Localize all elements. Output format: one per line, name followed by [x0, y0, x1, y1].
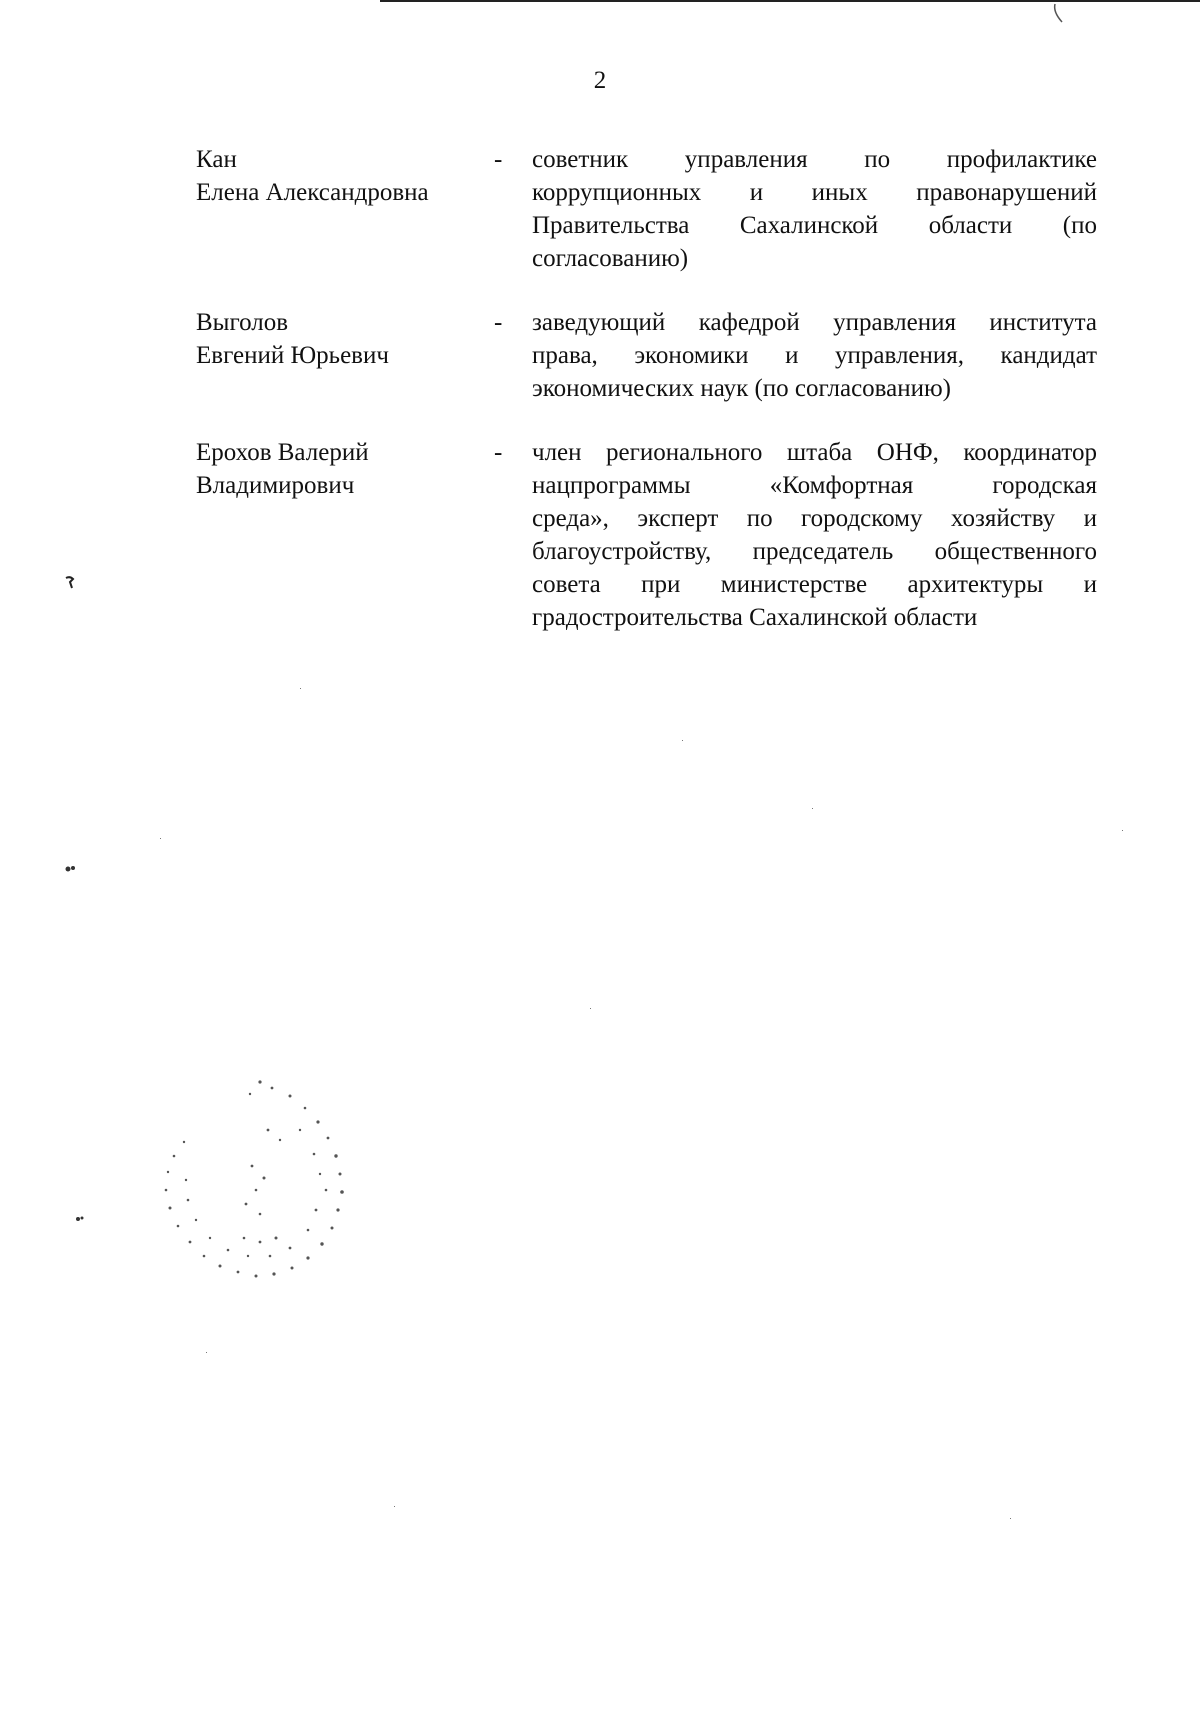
member-name [196, 143, 486, 209]
separator-dash: - [494, 146, 503, 173]
position-line: совета при министерстве архитектуры и [532, 571, 1097, 598]
scan-noise [682, 740, 683, 741]
member-name [196, 306, 486, 372]
member-given-names: Елена Александровна [196, 179, 429, 206]
position-line: градостроительства Сахалинской области [532, 604, 978, 631]
separator-dash: - [494, 439, 503, 466]
top-border-line [380, 0, 1200, 2]
scan-noise [1010, 1518, 1011, 1519]
position-line: нацпрограммы «Комфортная городская [532, 472, 1097, 499]
scan-noise [1122, 830, 1123, 831]
position-line: заведующий кафедрой управления института [532, 309, 1097, 336]
scan-noise [590, 1008, 591, 1009]
member-surname: Кан [196, 146, 237, 173]
member-position [532, 306, 1097, 405]
scan-mark [1052, 2, 1066, 24]
position-line: согласованию) [532, 245, 689, 272]
position-line: коррупционных и иных правонарушений [532, 179, 1097, 206]
member-surname: Выголов [196, 309, 289, 336]
seal-imprint [140, 1070, 380, 1310]
scan-mark [64, 864, 78, 874]
position-line: среда», эксперт по городскому хозяйству и [532, 505, 1097, 532]
member-position [532, 143, 1097, 275]
position-line: советник управления по профилактике [532, 146, 1097, 173]
scan-noise [206, 1352, 207, 1353]
page-number: 2 [593, 67, 607, 94]
position-line: благоустройству, председатель общественного [532, 538, 1097, 565]
scan-mark [74, 1214, 86, 1224]
member-position [532, 436, 1097, 634]
position-line: права, экономики и управления, кандидат [532, 342, 1097, 369]
scan-noise [160, 838, 161, 839]
scan-noise [812, 808, 813, 809]
member-given-names: Евгений Юрьевич [196, 342, 389, 369]
position-line: экономических наук (по согласованию) [532, 375, 952, 402]
scan-noise [300, 688, 301, 689]
seal-dots [165, 1080, 344, 1277]
position-line: член регионального штаба ОНФ, координатор [532, 439, 1097, 466]
scan-mark [64, 576, 76, 590]
scan-noise [394, 1506, 395, 1507]
separator-dash: - [494, 309, 503, 336]
member-given-names: Владимирович [196, 472, 355, 499]
position-line: Правительства Сахалинской области (по [532, 212, 1097, 239]
member-surname: Ерохов Валерий [196, 439, 369, 466]
member-name [196, 436, 486, 502]
